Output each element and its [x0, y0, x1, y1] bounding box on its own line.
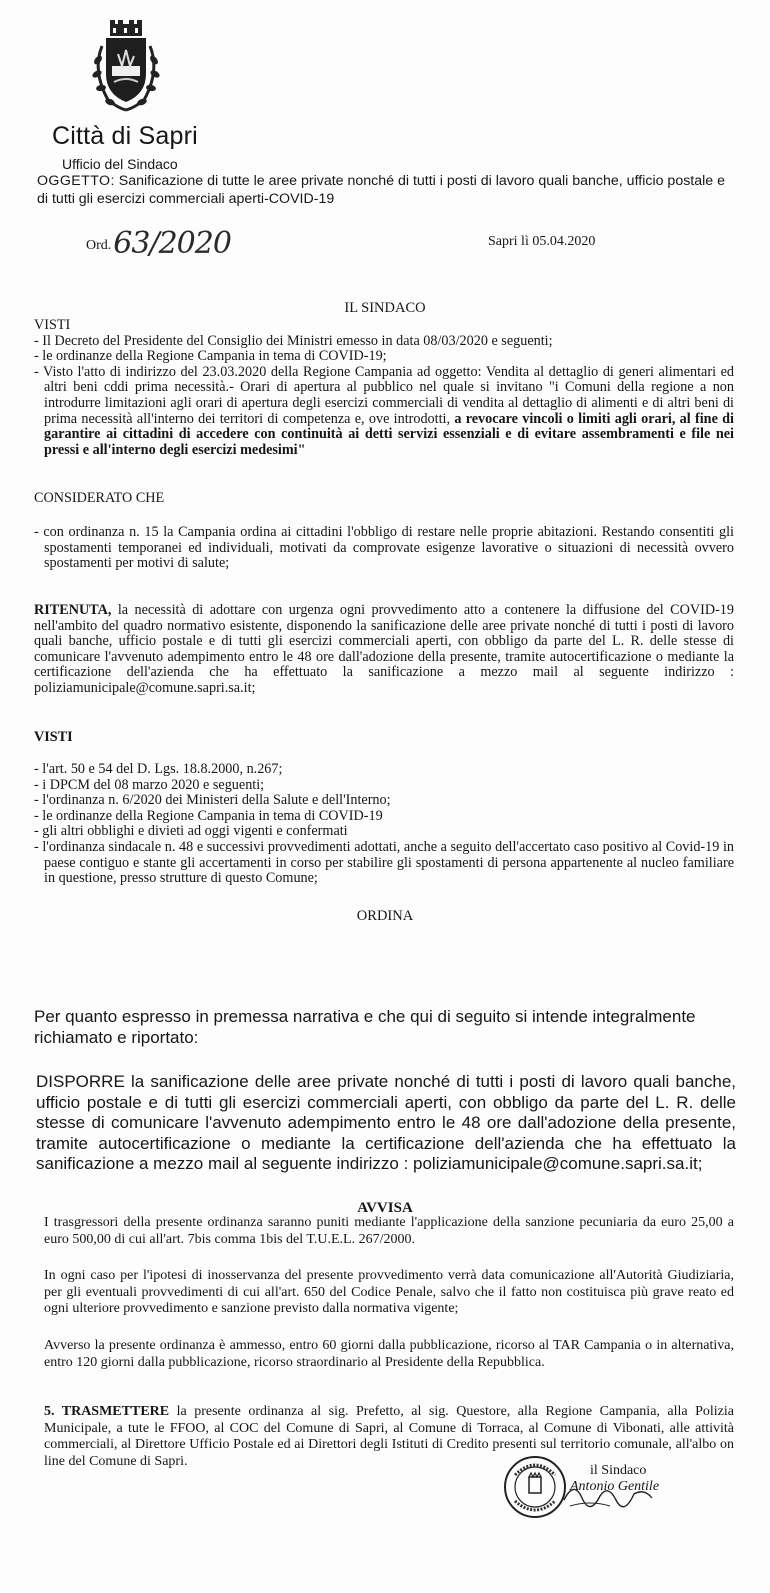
- ritenuta-paragraph: [34, 603, 734, 697]
- ritenuta-section: [34, 603, 734, 697]
- avvisa-paragraph-3: Avverso la presente ordinanza è ammesso, entro 60 giorni dalla pubblicazione, ricorso al TAR Campania o in alternativa, entro 120 giorni dalla pubblicazione, ricorso straordinario al Presidente della Repubblica.: [44, 1338, 734, 1370]
- document-date: Sapri lì 05.04.2020: [488, 234, 596, 249]
- visti-heading-1: VISTI: [34, 317, 71, 333]
- municipal-crest-icon: [88, 16, 164, 116]
- visti-item: [34, 365, 734, 459]
- city-name: Città di Sapri: [52, 122, 198, 150]
- visti-item: - l'art. 50 e 54 del D. Lgs. 18.8.2000, n.267;: [34, 761, 283, 777]
- official-stamp-icon: [503, 1455, 567, 1519]
- visti-item: - Il Decreto del Presidente del Consiglio dei Ministri emesso in data 08/03/2020 e seguenti;: [34, 332, 553, 349]
- visti-item: - gli altri obblighi e divieti ad oggi vigenti e confermati: [34, 823, 348, 840]
- ritenuta-label: RITENUTA,: [34, 602, 112, 618]
- ordina-heading: ORDINA: [356, 908, 414, 924]
- signature-role: il Sindaco: [590, 1463, 647, 1478]
- visti-item-text: - Visto l'atto di indirizzo del 23.03.2020 della Regione Campania ad oggetto: Vendita al dettaglio di generi alimentari ed altri beni cddi prima necessità.- Orari di apertura al pubblico nel quale si invitano "i Comuni della regione a non introdurre limitazioni agli orari di apertura degli esercizi commerciali di vendita al dettaglio di alimenti e di altri beni di prima necessità all'interno dei territori di competenza e, ove introdotti,: [34, 363, 734, 427]
- ord-number: 63/2020: [113, 226, 231, 261]
- ord-label: Ord.: [86, 238, 112, 253]
- visti-item: - le ordinanze della Regione Campania in tema di COVID-19;: [34, 348, 387, 365]
- visti-item: - l'ordinanza n. 6/2020 dei Ministeri della Salute e dell'Interno;: [34, 792, 391, 809]
- subject-label: OGGETTO:: [37, 173, 115, 189]
- subject-text: Sanificazione di tutte le aree private nonché di tutti i posti di lavoro quali banche, ufficio postale e di tutti gli esercizi commerciali aperti-COVID-19: [37, 173, 726, 207]
- office-name: Ufficio del Sindaco: [62, 156, 178, 172]
- ritenuta-text: la necessità di adottare con urgenza ogni provvedimento atto a contenere la diffusione del COVID-19 nell'ambito del quadro normativo esistente, disponendo la sanificazione delle aree private nonché di tutti i posti di lavoro quali banche, ufficio postale e di tutti gli esercizi commerciali aperti, con obbligo da parte del L. R. delle stesse di comunicare l'avvenuto adempimento entro le 48 ore dall'adozione della presente, tramite autocertificazione o mediante la certificazione dell'azienda che ha effettuato la sanificazione a mezzo mail al seguente indirizzo : poliziamunicipale@comune.sapri.sa.it;: [34, 602, 734, 696]
- title-il-sindaco: IL SINDACO: [344, 300, 426, 316]
- visti-item: - i DPCM del 08 marzo 2020 e seguenti;: [34, 776, 265, 793]
- visti-item: - le ordinanze della Regione Campania in tema di COVID-19: [34, 807, 383, 824]
- visti-heading-2-wrap: [34, 730, 734, 746]
- visti-item: - l'ordinanza sindacale n. 48 e successivi provvedimenti adottati, anche a seguito dell'accertato caso positivo al Covid-19 in paese contiguo e stante gli accertamenti in corso per stabilire gli spostamenti di persona appartenente al nucleo familiare in questione, presso strutture di questo Comune;: [34, 838, 734, 887]
- handwritten-signature: [560, 1470, 670, 1510]
- visti-item-bold: a revocare vincoli o limiti agli orari, al fine di garantire ai cittadini di accedere con continuità ai detti servizi essenziali e di evitare assembramenti e file nei pressi e all'interno degli esercizi medesimi": [44, 410, 734, 458]
- considerato-section: [34, 525, 734, 572]
- considerato-text: - con ordinanza n. 15 la Campania ordina ai cittadini l'obbligo di restare nelle proprie abitazioni. Restando consentiti gli spostamenti temporanei ed individuali, motivati da comprovate esigenze lavorative o situazioni di necessità ovvero spostamenti per motivi di salute;: [34, 524, 734, 572]
- subject-line: [37, 172, 737, 208]
- visti-section-1: [34, 318, 734, 458]
- avvisa-heading: AVVISA: [357, 1200, 413, 1216]
- avvisa-paragraph-2: In ogni caso per l'ipotesi di inosservanza del presente provvedimento verrà data comunicazione all'Autorità Giudiziaria, per gli eventuali provvedimenti di cui all'art. 650 del Codice Penale, salvo che il fatto non costituisca più grave reato ed ogni ulteriore provvedimento e sanzione previsto dalla normativa vigente;: [44, 1268, 734, 1316]
- considerato-heading: CONSIDERATO CHE: [34, 490, 165, 506]
- disporre-paragraph: DISPORRE la sanificazione delle aree private nonché di tutti i posti di lavoro quali banche, ufficio postale e di tutti gli esercizi commerciali aperti, con obbligo da parte del L. R. delle stesse di comunicare l'avvenuto adempimento entro le 48 ore dall'adozione della presente, tramite autocertificazione o mediante la certificazione dell'azienda che ha effettuato la sanificazione a mezzo mail al seguente indirizzo : poliziamunicipale@comune.sapri.sa.it;: [36, 1072, 736, 1173]
- premessa-paragraph: Per quanto espresso in premessa narrativa e che qui di seguito si intende integralmente richiamato e riportato:: [34, 1007, 696, 1047]
- trasmettere-label: 5. TRASMETTERE: [44, 1404, 170, 1419]
- signature-name: Antonio Gentile: [570, 1479, 660, 1494]
- visti-heading-2: VISTI: [34, 729, 73, 745]
- visti-section-2: [34, 762, 734, 887]
- avvisa-paragraph-1: I trasgressori della presente ordinanza saranno puniti mediante l'applicazione della sanzione pecuniaria da euro 25,00 a euro 500,00 di cui all'art. 7bis comma 1bis del T.U.E.L. 267/2000.: [44, 1215, 734, 1247]
- ordinance-number: [86, 226, 231, 261]
- trasmettere-paragraph: [44, 1404, 734, 1470]
- trasmettere-text: la presente ordinanza al sig. Prefetto, al sig. Questore, alla Regione Campania, alla Polizia Municipale, a tute le FFOO, al COC del Comune di Sapri, al Comune di Torraca, al Comune di Vibonati, alle attività commerciali, al Direttore Ufficio Postale ed ai Direttori degli Istituti di Credito presenti sul territorio comunale, all'albo on line del Comune di Sapri.: [44, 1404, 734, 1469]
